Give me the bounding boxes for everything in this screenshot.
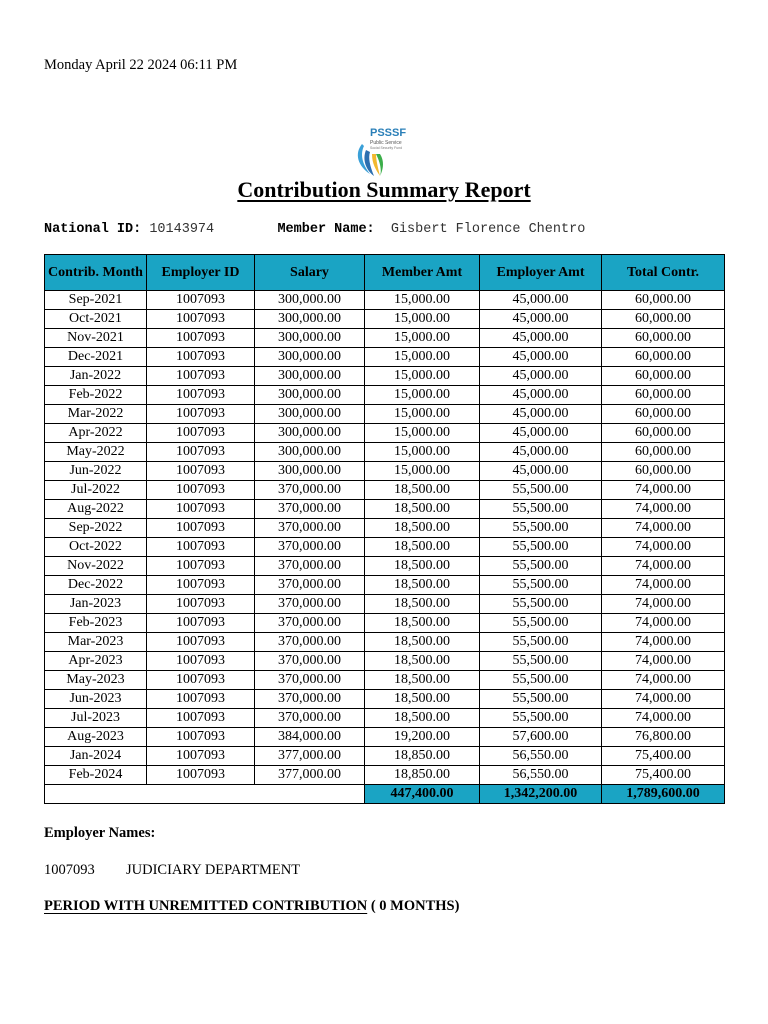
table-cell: 300,000.00 bbox=[255, 348, 365, 367]
table-cell: 300,000.00 bbox=[255, 367, 365, 386]
table-cell: 370,000.00 bbox=[255, 557, 365, 576]
table-cell: 18,850.00 bbox=[365, 747, 480, 766]
table-cell: 1007093 bbox=[147, 595, 255, 614]
table-cell: 60,000.00 bbox=[602, 424, 725, 443]
table-cell: 18,500.00 bbox=[365, 576, 480, 595]
table-cell: Nov-2022 bbox=[45, 557, 147, 576]
table-cell: 15,000.00 bbox=[365, 348, 480, 367]
table-cell: 1007093 bbox=[147, 367, 255, 386]
table-cell: 300,000.00 bbox=[255, 386, 365, 405]
table-cell: 45,000.00 bbox=[480, 329, 602, 348]
table-cell: 1007093 bbox=[147, 576, 255, 595]
table-cell: 18,500.00 bbox=[365, 709, 480, 728]
table-cell: 1007093 bbox=[147, 633, 255, 652]
table-cell: Jan-2024 bbox=[45, 747, 147, 766]
table-cell: May-2022 bbox=[45, 443, 147, 462]
table-cell: Jul-2022 bbox=[45, 481, 147, 500]
table-cell: 57,600.00 bbox=[480, 728, 602, 747]
table-cell: 1007093 bbox=[147, 747, 255, 766]
table-cell: 76,800.00 bbox=[602, 728, 725, 747]
unremitted-period bbox=[44, 898, 459, 915]
table-cell: 300,000.00 bbox=[255, 462, 365, 481]
col-header-employer-id: Employer ID bbox=[147, 255, 255, 291]
table-cell: 18,500.00 bbox=[365, 538, 480, 557]
table-cell: 74,000.00 bbox=[602, 709, 725, 728]
table-row bbox=[45, 310, 725, 329]
table-cell: 45,000.00 bbox=[480, 462, 602, 481]
table-cell: 370,000.00 bbox=[255, 538, 365, 557]
table-row bbox=[45, 462, 725, 481]
table-cell: 1007093 bbox=[147, 614, 255, 633]
table-cell: 18,500.00 bbox=[365, 690, 480, 709]
table-row bbox=[45, 291, 725, 310]
table-cell: 1007093 bbox=[147, 728, 255, 747]
svg-text:Social Security Fund: Social Security Fund bbox=[370, 146, 403, 150]
table-row bbox=[45, 595, 725, 614]
table-cell: 74,000.00 bbox=[602, 519, 725, 538]
table-row bbox=[45, 519, 725, 538]
table-cell: 55,500.00 bbox=[480, 652, 602, 671]
table-cell: 18,500.00 bbox=[365, 519, 480, 538]
table-cell: 1007093 bbox=[147, 519, 255, 538]
table-cell: 300,000.00 bbox=[255, 405, 365, 424]
table-cell: 18,500.00 bbox=[365, 500, 480, 519]
col-header-member-amt: Member Amt bbox=[365, 255, 480, 291]
table-row bbox=[45, 652, 725, 671]
national-id-label: National ID: bbox=[44, 222, 142, 237]
table-cell: Jul-2023 bbox=[45, 709, 147, 728]
table-row bbox=[45, 329, 725, 348]
table-row bbox=[45, 405, 725, 424]
table-cell: 55,500.00 bbox=[480, 595, 602, 614]
table-cell: 60,000.00 bbox=[602, 291, 725, 310]
table-cell: 45,000.00 bbox=[480, 291, 602, 310]
table-cell: 1007093 bbox=[147, 348, 255, 367]
table-cell: 15,000.00 bbox=[365, 424, 480, 443]
total-contr: 1,789,600.00 bbox=[602, 785, 725, 804]
table-cell: 15,000.00 bbox=[365, 386, 480, 405]
table-cell: 1007093 bbox=[147, 405, 255, 424]
table-cell: Oct-2022 bbox=[45, 538, 147, 557]
unremitted-label: PERIOD WITH UNREMITTED CONTRIBUTION bbox=[44, 898, 368, 914]
table-cell: May-2023 bbox=[45, 671, 147, 690]
table-row bbox=[45, 614, 725, 633]
table-cell: 370,000.00 bbox=[255, 500, 365, 519]
totals-row bbox=[45, 785, 725, 804]
table-row bbox=[45, 690, 725, 709]
table-cell: 74,000.00 bbox=[602, 576, 725, 595]
table-cell: 55,500.00 bbox=[480, 671, 602, 690]
table-cell: 45,000.00 bbox=[480, 443, 602, 462]
psssf-logo bbox=[352, 124, 416, 180]
table-cell: 15,000.00 bbox=[365, 329, 480, 348]
table-cell: 74,000.00 bbox=[602, 633, 725, 652]
report-title: Contribution Summary Report bbox=[237, 177, 531, 202]
table-cell: 1007093 bbox=[147, 766, 255, 785]
table-row bbox=[45, 424, 725, 443]
table-cell: 75,400.00 bbox=[602, 766, 725, 785]
table-cell: Aug-2023 bbox=[45, 728, 147, 747]
table-cell: Jun-2022 bbox=[45, 462, 147, 481]
table-cell: Apr-2023 bbox=[45, 652, 147, 671]
col-header-month: Contrib. Month bbox=[45, 255, 147, 291]
total-employer-amt: 1,342,200.00 bbox=[480, 785, 602, 804]
table-cell: 300,000.00 bbox=[255, 329, 365, 348]
table-cell: 1007093 bbox=[147, 652, 255, 671]
table-cell: 18,500.00 bbox=[365, 633, 480, 652]
table-cell: 74,000.00 bbox=[602, 557, 725, 576]
table-cell: 60,000.00 bbox=[602, 386, 725, 405]
table-cell: 60,000.00 bbox=[602, 462, 725, 481]
table-cell: 60,000.00 bbox=[602, 348, 725, 367]
table-cell: 1007093 bbox=[147, 538, 255, 557]
member-name-label: Member Name: bbox=[277, 222, 375, 237]
svg-text:PSSSF: PSSSF bbox=[370, 127, 407, 139]
table-cell: 18,500.00 bbox=[365, 671, 480, 690]
table-cell: 60,000.00 bbox=[602, 367, 725, 386]
table-cell: 377,000.00 bbox=[255, 747, 365, 766]
table-cell: 55,500.00 bbox=[480, 500, 602, 519]
table-cell: 60,000.00 bbox=[602, 405, 725, 424]
table-cell: 1007093 bbox=[147, 709, 255, 728]
table-header-row bbox=[45, 255, 725, 291]
table-cell: 370,000.00 bbox=[255, 519, 365, 538]
table-cell: 45,000.00 bbox=[480, 310, 602, 329]
member-info-line bbox=[44, 222, 585, 237]
table-cell: 1007093 bbox=[147, 462, 255, 481]
table-cell: 45,000.00 bbox=[480, 386, 602, 405]
table-cell: Feb-2024 bbox=[45, 766, 147, 785]
totals-spacer bbox=[45, 785, 365, 804]
table-row bbox=[45, 557, 725, 576]
table-cell: Aug-2022 bbox=[45, 500, 147, 519]
table-cell: 55,500.00 bbox=[480, 614, 602, 633]
table-cell: 55,500.00 bbox=[480, 538, 602, 557]
report-timestamp: Monday April 22 2024 06:11 PM bbox=[44, 57, 238, 73]
table-row bbox=[45, 633, 725, 652]
table-cell: 19,200.00 bbox=[365, 728, 480, 747]
table-cell: 55,500.00 bbox=[480, 709, 602, 728]
table-cell: 18,850.00 bbox=[365, 766, 480, 785]
table-cell: Oct-2021 bbox=[45, 310, 147, 329]
table-cell: 45,000.00 bbox=[480, 367, 602, 386]
table-cell: 56,550.00 bbox=[480, 747, 602, 766]
table-cell: 45,000.00 bbox=[480, 405, 602, 424]
table-cell: 1007093 bbox=[147, 500, 255, 519]
table-cell: 74,000.00 bbox=[602, 614, 725, 633]
contribution-table bbox=[44, 254, 725, 804]
table-cell: 1007093 bbox=[147, 329, 255, 348]
table-cell: 370,000.00 bbox=[255, 709, 365, 728]
member-name-value: Gisbert Florence Chentro bbox=[390, 222, 586, 237]
table-row bbox=[45, 576, 725, 595]
table-cell: 18,500.00 bbox=[365, 595, 480, 614]
table-cell: 56,550.00 bbox=[480, 766, 602, 785]
employer-names-heading: Employer Names: bbox=[44, 825, 156, 841]
table-cell: 300,000.00 bbox=[255, 424, 365, 443]
col-header-total-contr: Total Contr. bbox=[602, 255, 725, 291]
table-cell: Feb-2022 bbox=[45, 386, 147, 405]
table-cell: 18,500.00 bbox=[365, 652, 480, 671]
table-cell: 1007093 bbox=[147, 291, 255, 310]
table-cell: 15,000.00 bbox=[365, 405, 480, 424]
table-cell: 74,000.00 bbox=[602, 690, 725, 709]
table-cell: 74,000.00 bbox=[602, 538, 725, 557]
table-cell: 15,000.00 bbox=[365, 462, 480, 481]
table-cell: 370,000.00 bbox=[255, 595, 365, 614]
table-cell: Nov-2021 bbox=[45, 329, 147, 348]
table-cell: 1007093 bbox=[147, 557, 255, 576]
national-id-value: 10143974 bbox=[149, 222, 215, 237]
table-cell: 1007093 bbox=[147, 671, 255, 690]
unremitted-value: ( 0 MONTHS) bbox=[367, 898, 460, 914]
table-cell: 370,000.00 bbox=[255, 633, 365, 652]
col-header-salary: Salary bbox=[255, 255, 365, 291]
table-cell: Mar-2022 bbox=[45, 405, 147, 424]
employer-name: JUDICIARY DEPARTMENT bbox=[126, 862, 301, 878]
table-cell: 74,000.00 bbox=[602, 671, 725, 690]
table-cell: 60,000.00 bbox=[602, 310, 725, 329]
svg-text:Public Service: Public Service bbox=[370, 140, 402, 146]
table-cell: 384,000.00 bbox=[255, 728, 365, 747]
table-row bbox=[45, 766, 725, 785]
table-cell: 370,000.00 bbox=[255, 652, 365, 671]
table-row bbox=[45, 443, 725, 462]
table-row bbox=[45, 367, 725, 386]
table-cell: 55,500.00 bbox=[480, 690, 602, 709]
total-member-amt: 447,400.00 bbox=[365, 785, 480, 804]
col-header-employer-amt: Employer Amt bbox=[480, 255, 602, 291]
table-row bbox=[45, 709, 725, 728]
table-cell: 1007093 bbox=[147, 481, 255, 500]
table-cell: Feb-2023 bbox=[45, 614, 147, 633]
table-cell: 55,500.00 bbox=[480, 557, 602, 576]
table-cell: 370,000.00 bbox=[255, 671, 365, 690]
table-cell: 55,500.00 bbox=[480, 576, 602, 595]
table-cell: 18,500.00 bbox=[365, 614, 480, 633]
table-cell: 300,000.00 bbox=[255, 291, 365, 310]
table-cell: Sep-2022 bbox=[45, 519, 147, 538]
table-cell: 60,000.00 bbox=[602, 443, 725, 462]
table-cell: 74,000.00 bbox=[602, 500, 725, 519]
table-row bbox=[45, 348, 725, 367]
table-cell: 1007093 bbox=[147, 386, 255, 405]
table-cell: Jun-2023 bbox=[45, 690, 147, 709]
table-cell: 15,000.00 bbox=[365, 310, 480, 329]
table-cell: 55,500.00 bbox=[480, 519, 602, 538]
table-cell: 1007093 bbox=[147, 424, 255, 443]
table-cell: 55,500.00 bbox=[480, 633, 602, 652]
table-cell: 370,000.00 bbox=[255, 576, 365, 595]
table-cell: 1007093 bbox=[147, 690, 255, 709]
table-cell: Mar-2023 bbox=[45, 633, 147, 652]
table-cell: 15,000.00 bbox=[365, 443, 480, 462]
table-row bbox=[45, 386, 725, 405]
table-cell: Jan-2023 bbox=[45, 595, 147, 614]
table-cell: Jan-2022 bbox=[45, 367, 147, 386]
employer-row bbox=[44, 862, 300, 879]
table-cell: 370,000.00 bbox=[255, 690, 365, 709]
table-row bbox=[45, 538, 725, 557]
table-cell: 74,000.00 bbox=[602, 652, 725, 671]
table-row bbox=[45, 500, 725, 519]
table-cell: 300,000.00 bbox=[255, 443, 365, 462]
employer-id: 1007093 bbox=[44, 862, 95, 878]
table-cell: 45,000.00 bbox=[480, 424, 602, 443]
table-cell: Apr-2022 bbox=[45, 424, 147, 443]
table-cell: 300,000.00 bbox=[255, 310, 365, 329]
table-cell: 55,500.00 bbox=[480, 481, 602, 500]
table-cell: 370,000.00 bbox=[255, 614, 365, 633]
table-cell: 45,000.00 bbox=[480, 348, 602, 367]
table-cell: 18,500.00 bbox=[365, 481, 480, 500]
table-row bbox=[45, 747, 725, 766]
table-cell: Dec-2022 bbox=[45, 576, 147, 595]
table-cell: 15,000.00 bbox=[365, 291, 480, 310]
table-cell: 15,000.00 bbox=[365, 367, 480, 386]
table-body bbox=[45, 291, 725, 785]
table-cell: 1007093 bbox=[147, 443, 255, 462]
table-cell: 74,000.00 bbox=[602, 595, 725, 614]
table-cell: Dec-2021 bbox=[45, 348, 147, 367]
table-cell: 74,000.00 bbox=[602, 481, 725, 500]
table-cell: 1007093 bbox=[147, 310, 255, 329]
table-row bbox=[45, 481, 725, 500]
table-row bbox=[45, 671, 725, 690]
table-cell: 75,400.00 bbox=[602, 747, 725, 766]
table-cell: Sep-2021 bbox=[45, 291, 147, 310]
table-row bbox=[45, 728, 725, 747]
table-cell: 377,000.00 bbox=[255, 766, 365, 785]
table-cell: 370,000.00 bbox=[255, 481, 365, 500]
table-cell: 60,000.00 bbox=[602, 329, 725, 348]
table-cell: 18,500.00 bbox=[365, 557, 480, 576]
